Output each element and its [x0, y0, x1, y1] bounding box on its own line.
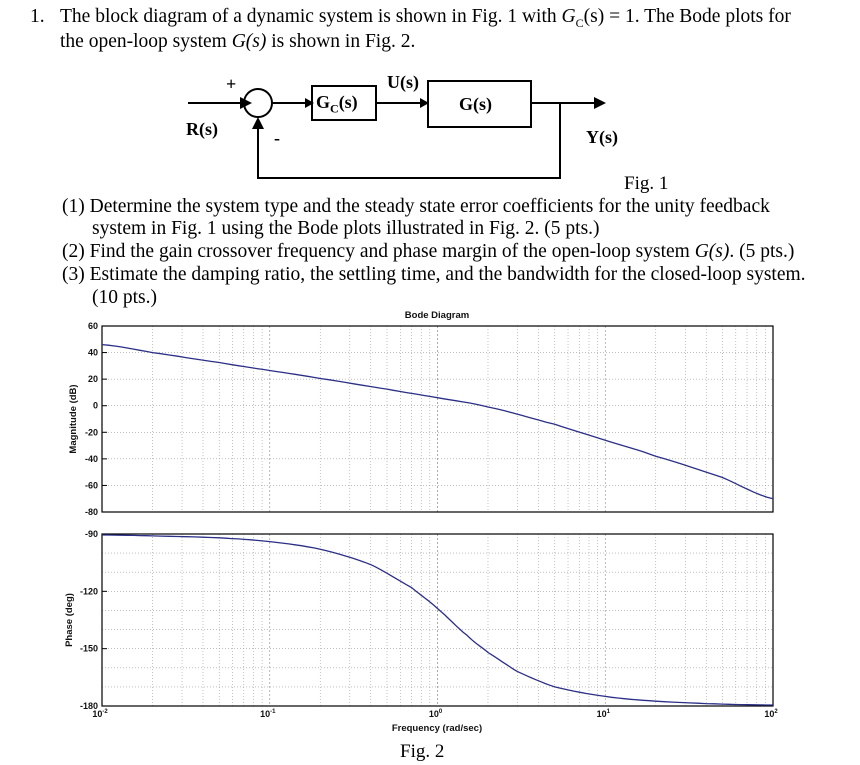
- magnitude-tick-label: 40: [87, 347, 98, 358]
- question-2-text: (2) Find the gain crossover frequency and phase margin of the open-loop system: [62, 241, 695, 262]
- question-2-g: G(s): [694, 241, 730, 262]
- bode-plot: [0, 300, 860, 740]
- fig1-caption: Fig. 1: [624, 173, 669, 194]
- bode-title: Bode Diagram: [404, 310, 470, 321]
- phase-tick-label: -150: [79, 643, 98, 654]
- frequency-tick-label: $10^1$: [596, 709, 610, 719]
- question-3-pts: (10 pts.): [92, 287, 157, 308]
- question-2-pts: . (5 pts.): [729, 241, 795, 262]
- problem-number: 1.: [30, 6, 45, 27]
- frequency-xlabel: Frequency (rad/sec): [391, 723, 483, 734]
- block-diagram: [0, 0, 860, 200]
- phase-ylabel: Phase (deg): [64, 593, 75, 647]
- controller-label: [316, 92, 358, 117]
- magnitude-tick-label: 60: [87, 321, 98, 331]
- magnitude-tick-label: -80: [84, 507, 98, 517]
- question-3: (3) Estimate the damping ratio, the settling time, and the bandwidth for the closed-loop system.: [62, 264, 806, 285]
- feedback-path: [258, 103, 560, 178]
- intro-g: G(s): [231, 31, 267, 52]
- input-label: R(s): [186, 119, 218, 139]
- input-arrowhead: [240, 97, 252, 109]
- magnitude-ylabel: Magnitude (dB): [68, 384, 79, 454]
- controller-rest: (s): [338, 92, 358, 112]
- magnitude-tick-label: -20: [84, 427, 98, 438]
- frequency-tick-label: $10^0$: [428, 709, 443, 719]
- intro-gc-sub: C: [575, 15, 584, 30]
- plus-sign: +: [226, 74, 237, 94]
- magnitude-tick-label: -40: [84, 453, 98, 464]
- intro-gc: G: [561, 6, 576, 27]
- frequency-tick-label: $10^{-1}$: [260, 709, 276, 719]
- question-1-line-2: system in Fig. 1 using the Bode plots illustrated in Fig. 2. (5 pts.): [92, 218, 600, 239]
- magnitude-tick-label: -60: [84, 480, 98, 491]
- feedback-arrowhead: [252, 117, 264, 129]
- question-1-line-1: (1) Determine the system type and the steady state error coefficients for the unity feedback: [62, 196, 770, 217]
- phase-tick-label: -180: [79, 701, 98, 711]
- minus-sign: -: [274, 128, 280, 148]
- phase-tick-label: -120: [79, 586, 98, 597]
- intro-text-a: The block diagram of a dynamic system is shown in Fig. 1 with: [60, 6, 562, 27]
- magnitude-grid: [102, 326, 773, 512]
- phase-tick-label: -90: [84, 529, 98, 539]
- signal-label: U(s): [387, 72, 419, 92]
- intro-gc-rest: (s) = 1. The Bode plots for: [583, 6, 791, 27]
- controller-sub: C: [330, 101, 339, 116]
- output-arrowhead: [594, 97, 606, 109]
- magnitude-tick-label: 0: [92, 400, 98, 411]
- plant-label: G(s): [459, 94, 492, 114]
- output-label: Y(s): [586, 127, 618, 147]
- magnitude-tick-label: 20: [87, 374, 98, 385]
- fig2-caption: Fig. 2: [400, 741, 445, 762]
- phase-grid: [102, 534, 773, 706]
- intro-text-2b: is shown in Fig. 2.: [266, 31, 416, 52]
- question-2: [62, 241, 794, 263]
- controller-g: G: [316, 92, 331, 112]
- frequency-tick-label: $10^2$: [764, 709, 778, 719]
- frequency-tick-label: $10^{-2}$: [92, 709, 108, 719]
- intro-text-2a: the open-loop system: [60, 31, 232, 52]
